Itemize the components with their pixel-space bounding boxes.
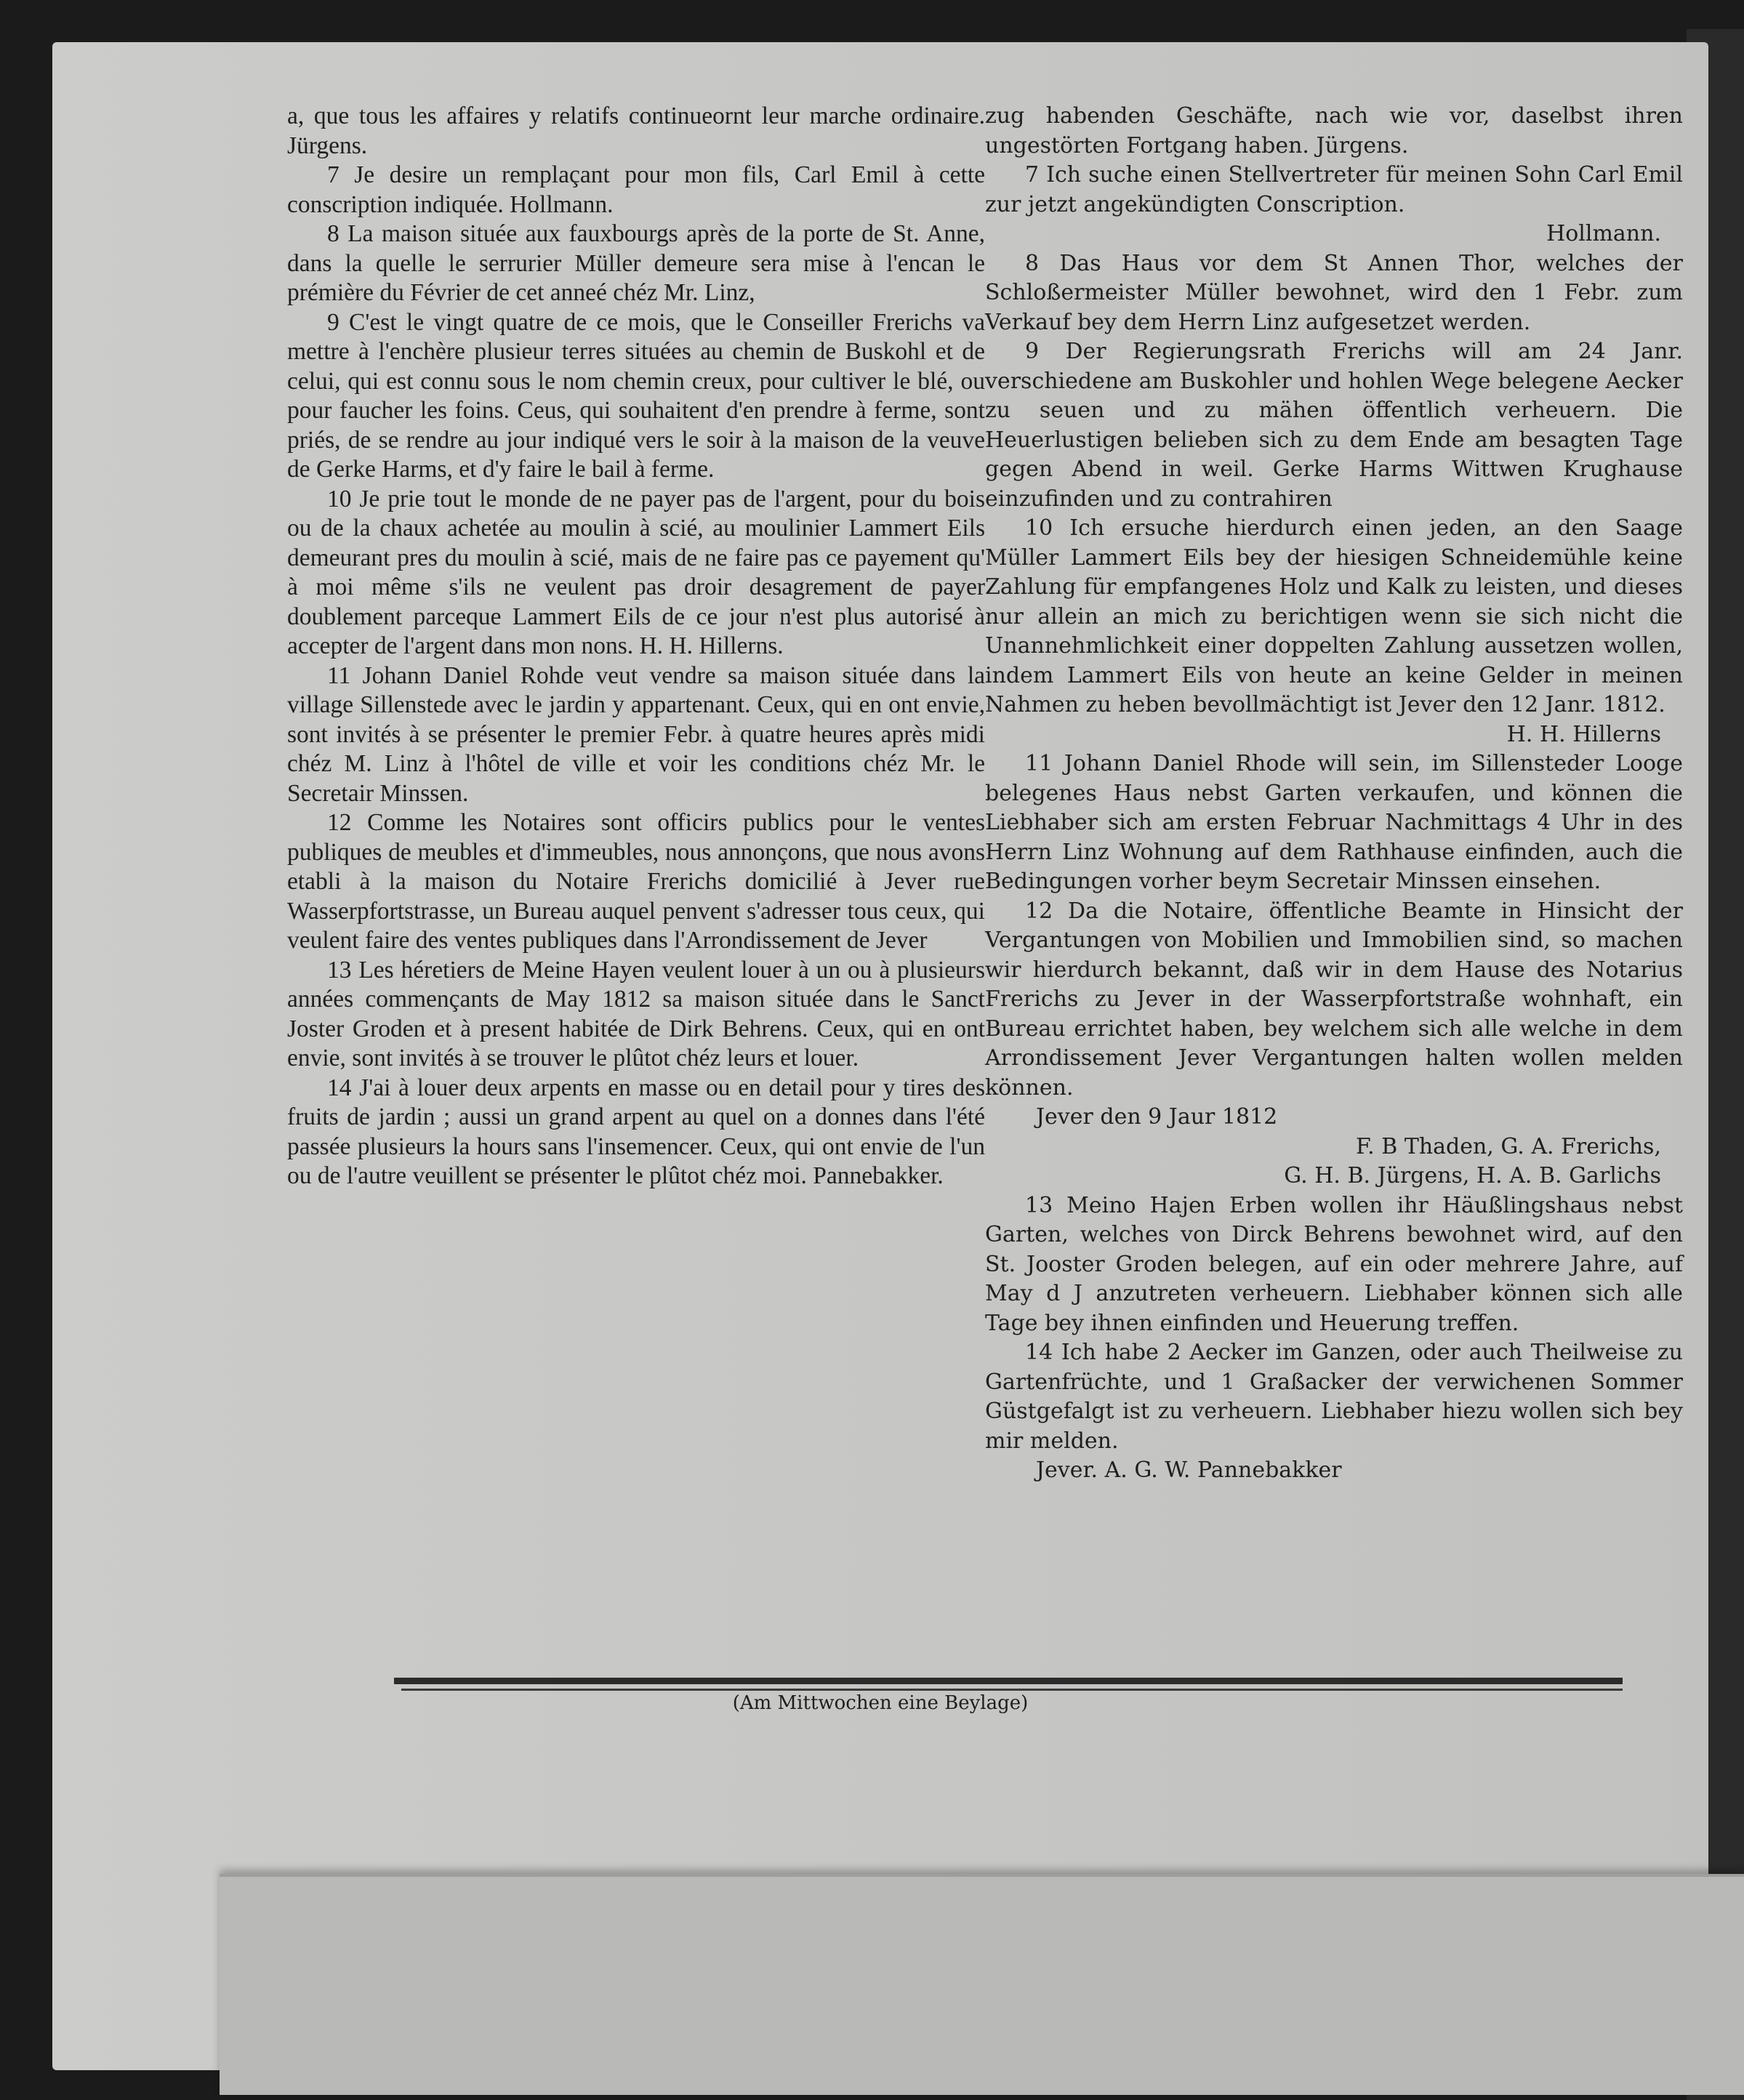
german-notice-14: 14 Ich habe 2 Aecker im Ganzen, oder auch Theilweise zu Gartenfrüchte, und 1 Graßacker der verwichenen Sommer Güstgefalgt ist zu verheuern. Liebhaber hiezu wollen sich bey mir melden. <box>985 1340 1683 1454</box>
french-notice-7: 12 Comme les Notaires sont officirs publics pour le ventes publiques de meubles et d'immeubles, nous annonçons, que nous avons etabli à la maison du Notaire Frerichs domicilié à Jever rue Wasserpfortstrasse, un Bureau auquel penvent s'adresser tous ceux, qui veulent faire des ventes publiques dans l'Arrondissement de Jever <box>287 809 985 954</box>
torn-page-edge <box>220 1874 1744 2095</box>
german-notice-12: G. H. B. Jürgens, H. A. B. Garlichs <box>1284 1163 1661 1188</box>
french-notice-5: 10 Je prie tout le monde de ne payer pas de l'argent, pour du bois ou de la chaux achetée au moulin à scié, au moulinier Lammert Eils demeurant pres du moulin à scié, mais de ne faire pas ce payement qu' à moi même s'ils ne veulent pas droir desagrement de payer doublement parceque Lammert Eils de ce jour n'est plus autorisé à accepter de l'argent dans mon nons. H. H. Hillerns. <box>287 485 985 659</box>
separator-rule <box>394 1678 1623 1684</box>
french-notice-9: 14 J'ai à louer deux arpents en masse ou en detail pour y tires des fruits de jardin ; aussi un grand arpent au quel on a donnes dans l'été passée plusieurs la hours sans l'insemencer. Ceux, qui ont envie de l'un ou de l'autre veuillent se présenter le plûtot chéz moi. Pannebakker. <box>287 1074 985 1189</box>
french-notice-1: a, que tous les affaires y relatifs continueornt leur marche ordinaire. Jürgens. <box>287 102 985 159</box>
german-notice-2: 7 Ich suche einen Stellvertreter für meinen Sohn Carl Emil zur jetzt angekündigten Conscription. <box>985 162 1683 217</box>
separator-rule-thin <box>401 1689 1623 1691</box>
german-notice-10: Jever den 9 Jaur 1812 <box>1036 1104 1278 1130</box>
german-notice-5: 9 Der Regierungsrath Frerichs will am 24 Janr. verschiedene am Buskohler und hohlen Wege belegene Aecker zu seuen und zu mähen öffentlich verheuern. Die Heuerlustigen belieben sich zu dem Ende am besagten Tage gegen Abend in weil. Gerke Harms Wittwen Krughause einzufinden und zu contrahiren <box>985 339 1683 512</box>
supplement-note: (Am Mittwochen eine Beylage) <box>732 1692 1029 1714</box>
german-notice-8: 11 Johann Daniel Rhode will sein, im Sillensteder Looge belegenes Haus nebst Garten verkaufen, und können die Liebhaber sich am ersten Februar Nachmittags 4 Uhr in des Herrn Linz Wohnung auf dem Rathhause einfinden, auch die Bedingungen vorher beym Secretair Minssen einsehen. <box>985 751 1683 894</box>
french-notice-3: 8 La maison située aux fauxbourgs après de la porte de St. Anne, dans la quelle le serrurier Müller demeure sera mise à l'encan le prémière du Février de cet anneé chéz Mr. Linz, <box>287 220 985 306</box>
german-notice-4: 8 Das Haus vor dem St Annen Thor, welches der Schloßermeister Müller bewohnet, wird den 1 Febr. zum Verkauf bey dem Herrn Linz aufgesetzet werden. <box>985 250 1683 335</box>
german-notice-11: F. B Thaden, G. A. Frerichs, <box>1356 1133 1661 1159</box>
french-notice-6: 11 Johann Daniel Rohde veut vendre sa maison située dans la village Sillenstede avec le jardin y appartenant. Ceux, qui en ont envie, sont invités à se présenter le premier Febr. à quatre heures après midi chéz M. Linz à l'hôtel de ville et voir les conditions chéz Mr. le Secretair Minssen. <box>287 661 985 807</box>
german-notice-13: 13 Meino Hajen Erben wollen ihr Häußlingshaus nebst Garten, welches von Dirck Behrens bewohnet wird, auf den St. Jooster Groden belegen, auf ein oder mehrere Jahre, auf May d J anzutreten verheuern. Liebhaber können sich alle Tage bey ihnen einfinden und Heuerung treffen. <box>985 1192 1683 1336</box>
german-column <box>985 102 1683 1486</box>
german-notice-1: zug habenden Geschäfte, nach wie vor, daselbst ihren ungestörten Fortgang haben. Jürgens. <box>985 103 1683 158</box>
french-notice-2: 7 Je desire un remplaçant pour mon fils, Carl Emil à cette conscription indiquée. Hollmann. <box>287 161 985 218</box>
german-notice-15: Jever. A. G. W. Pannebakker <box>1036 1457 1342 1483</box>
german-notice-3: Hollmann. <box>1546 221 1661 246</box>
french-notice-8: 13 Les héretiers de Meine Hayen veulent louer à un ou à plusieurs années commençants de May 1812 sa maison située dans le Sanct Joster Groden et à present habitée de Dirk Behrens. Ceux, qui en ont envie, sont invités à se trouver le plûtot chéz leurs et louer. <box>287 956 985 1071</box>
german-notice-6: 10 Ich ersuche hierdurch einen jeden, an den Saage Müller Lammert Eils bey der hiesigen Schneidemühle keine Zahlung für empfangenes Holz und Kalk zu leisten, und dieses nur allein an mich zu berichtigen wenn sie sich nicht die Unannehmlichkeit einer doppelten Zahlung aussetzen wollen, indem Lammert Eils von heute an keine Gelder in meinen Nahmen zu heben bevollmächtigt ist Jever den 12 Janr. 1812. <box>985 515 1683 717</box>
german-notice-7: H. H. Hillerns <box>1506 721 1661 747</box>
german-notice-9: 12 Da die Notaire, öffentliche Beamte in Hinsicht der Vergantungen von Mobilien und Immobilien sind, so machen wir hierdurch bekannt, daß wir in dem Hause des Notarius Frerichs zu Jever in der Wasserpfortstraße wohnhaft, ein Bureau errichtet haben, bey welchem sich alle welche in dem Arrondissement Jever Vergantungen halten wollen melden können. <box>985 898 1683 1101</box>
french-notice-4: 9 C'est le vingt quatre de ce mois, que le Conseiller Frerichs va mettre à l'enchère plusieur terres situées au chemin de Buskohl et de celui, qui est connu sous le nom chemin creux, pour cultiver le blé, ou pour faucher les foins. Ceus, qui souhaitent d'en prendre à ferme, sont priés, de se rendre au jour indiqué vers le soir à la maison de la veuve de Gerke Harms, et d'y faire le bail à ferme. <box>287 308 985 483</box>
french-column <box>287 102 985 1191</box>
